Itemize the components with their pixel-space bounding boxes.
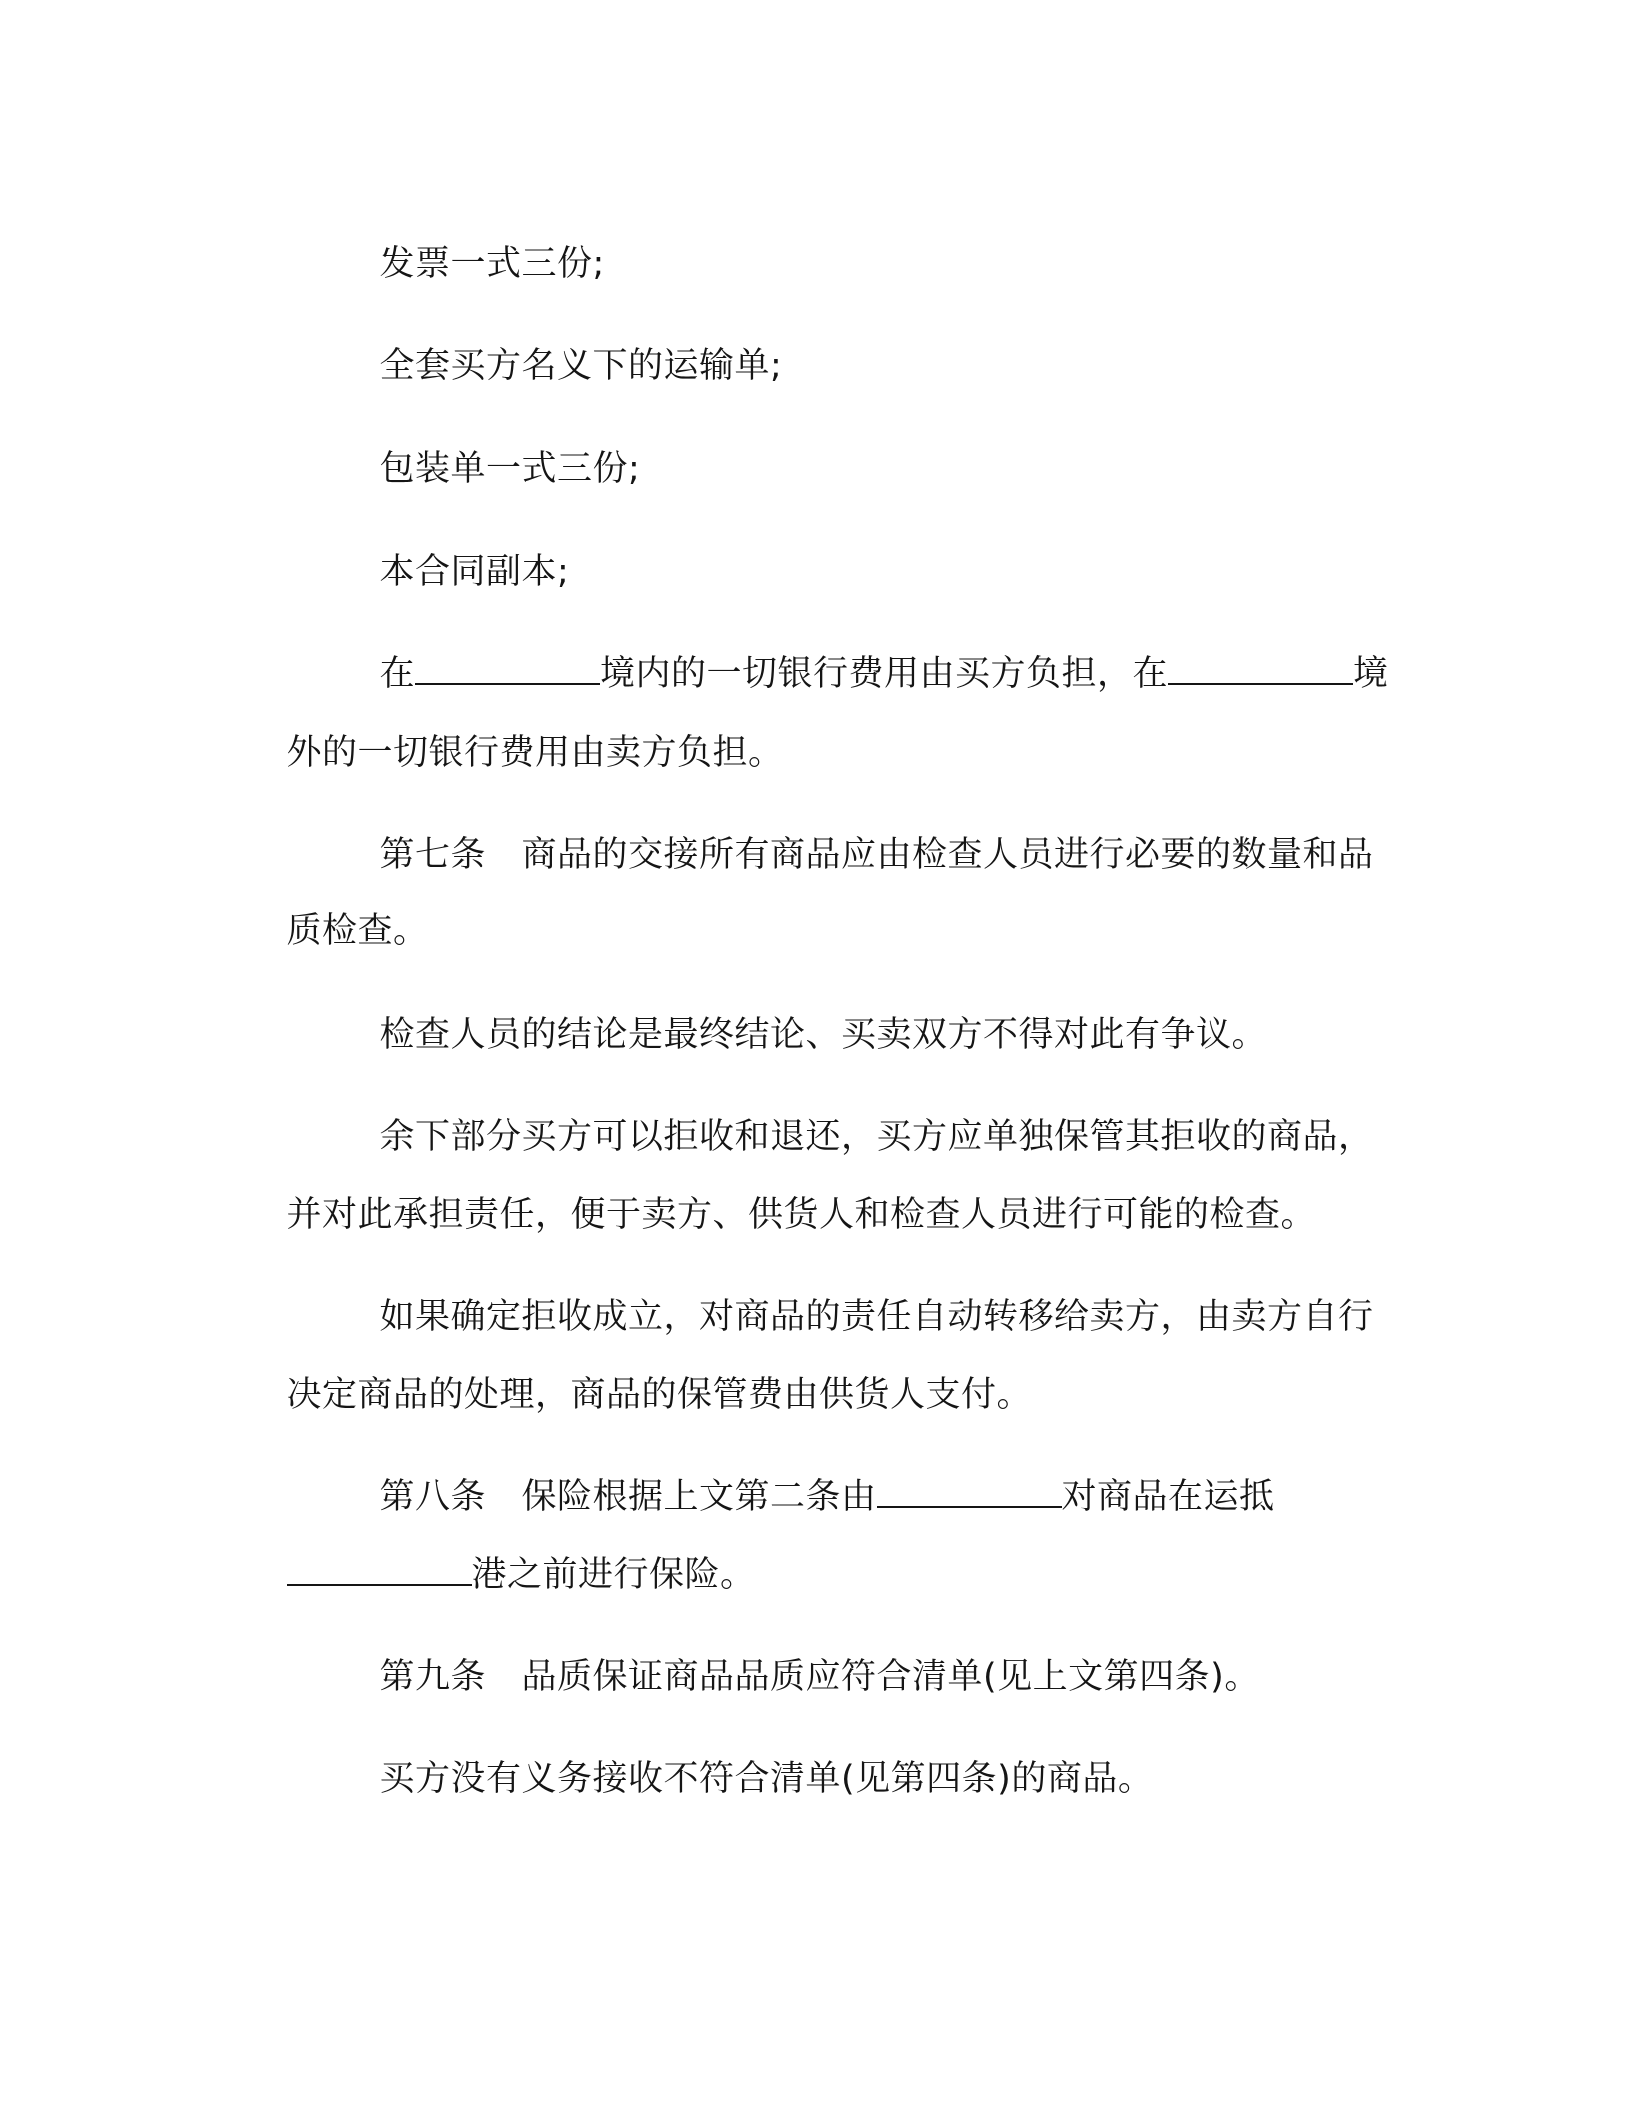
- text-line: 全套买方名义下的运输单;: [379, 346, 783, 386]
- text-segment: 境内的一切银行费用由买方负担，在: [600, 654, 1169, 694]
- text-line: 质检查。: [286, 911, 429, 951]
- text-segment: 境: [1353, 654, 1389, 694]
- text-line: 第九条 品质保证商品品质应符合清单(见上文第四条)。: [379, 1657, 1260, 1697]
- text-line: 买方没有义务接收不符合清单(见第四条)的商品。: [379, 1759, 1154, 1799]
- text-line: 发票一式三份;: [379, 244, 605, 284]
- text-line: 决定商品的处理，商品的保管费由供货人支付。: [286, 1375, 1033, 1415]
- text-line: 检查人员的结论是最终结论、买卖双方不得对此有争议。: [379, 1015, 1268, 1055]
- text-segment: 第八条 保险根据上文第二条由: [379, 1477, 877, 1517]
- text-line: 余下部分买方可以拒收和退还，买方应单独保管其拒收的商品，: [379, 1117, 1374, 1157]
- blank-field: [877, 1476, 1062, 1508]
- blank-field: [1168, 653, 1353, 685]
- text-segment: 在: [379, 654, 416, 694]
- article-7-line-1: [333, 789, 1374, 921]
- text-line: 本合同副本;: [379, 552, 570, 592]
- blank-field: [415, 653, 600, 685]
- text-line: 包装单一式三份;: [379, 449, 641, 489]
- text-line: 如果确定拒收成立，对商品的责任自动转移给卖方，由卖方自行: [379, 1297, 1374, 1337]
- text-line: 第七条 商品的交接所有商品应由检查人员进行必要的数量和品: [379, 835, 1374, 875]
- text-line: 并对此承担责任，便于卖方、供货人和检查人员进行可能的检查。: [286, 1195, 1317, 1235]
- text-segment: 对商品在运抵: [1061, 1477, 1275, 1517]
- text-segment: 港之前进行保险。: [471, 1555, 756, 1595]
- paragraph-nonconforming-goods: [333, 1713, 1153, 1845]
- blank-field: [287, 1554, 472, 1586]
- text-line: 外的一切银行费用由卖方负担。: [286, 733, 784, 773]
